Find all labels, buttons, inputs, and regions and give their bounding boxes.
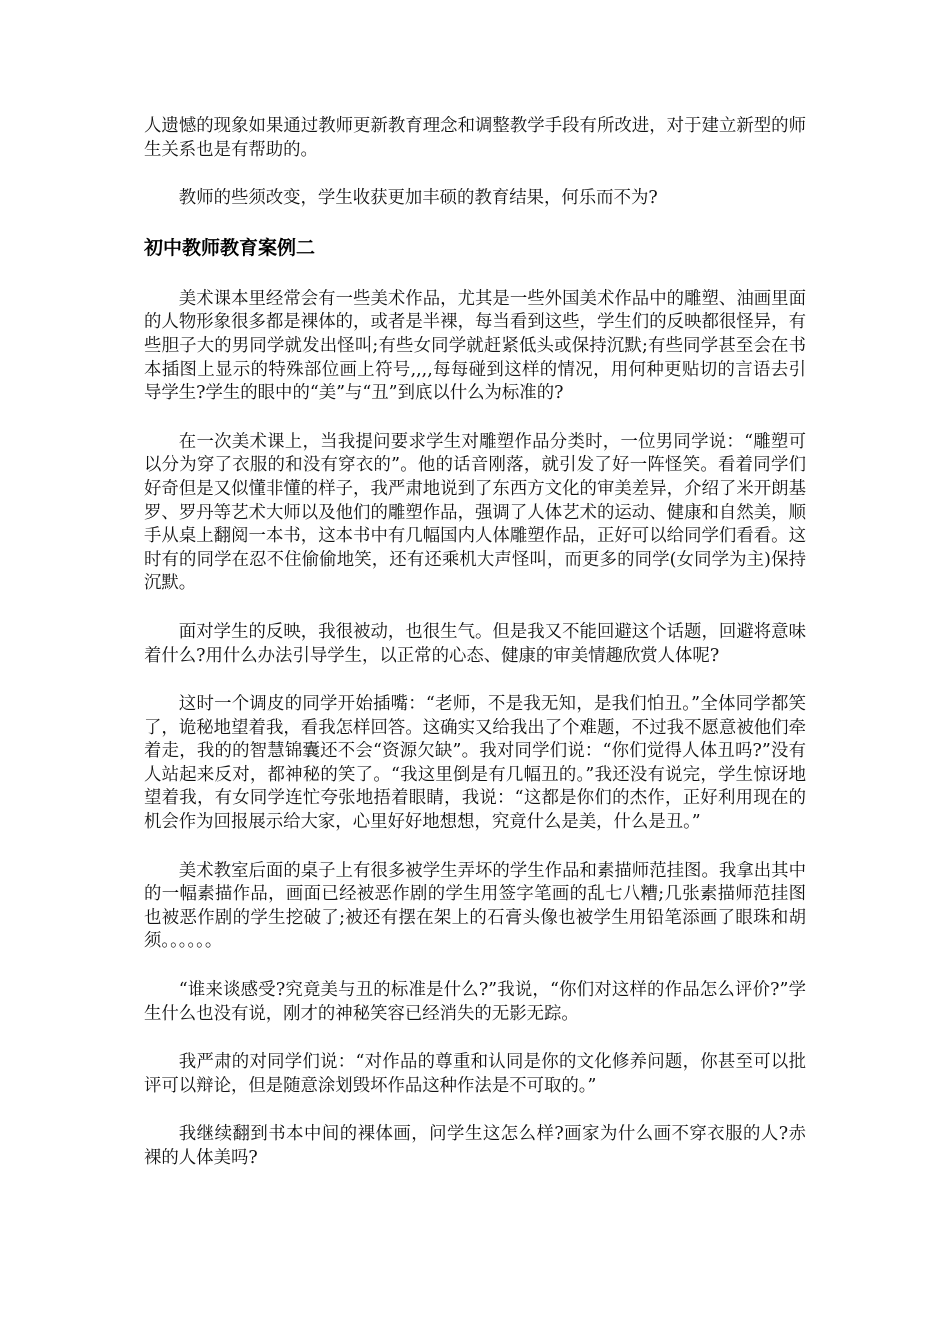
paragraph-3: 面对学生的反映，我很被动，也很生气。但是我又不能回避这个话题，回避将意味着什么?用什么办法引导学生，以正常的心态、健康的审美情趣欣赏人体呢? [144,621,806,666]
paragraph-2: 在一次美术课上，当我提问要求学生对雕塑作品分类时，一位男同学说：“雕塑可以分为穿了衣服的和没有穿衣的”。他的话音刚落，就引发了好一阵怪笑。看着同学们好奇但是又似懂非懂的样子，我严肃地说到了东西方文化的审美差异，介绍了米开朗基罗、罗丹等艺术大师以及他们的雕塑作品，强调了人体艺术的运动、健康和自然美，顺手从桌上翻阅一本书，这本书中有几幅国内人体雕塑作品，正好可以给同学们看看。这时有的同学在忍不住偷偷地笑，还有还乘机大声怪叫，而更多的同学(女同学为主)保持沉默。 [144,431,806,594]
paragraph-8: 我继续翻到书本中间的裸体画，问学生这怎么样?画家为什么画不穿衣服的人?赤裸的人体美吗? [144,1124,806,1168]
paragraph-4: 这时一个调皮的同学开始插嘴：“老师，不是我无知，是我们怕丑。”全体同学都笑了，诡秘地望着我，看我怎样回答。这确实又给我出了个难题，不过我不愿意被他们牵着走，我的的智慧锦囊还不会“资源欠缺”。我对同学们说：“你们觉得人体丑吗?”没有人站起来反对，都神秘的笑了。“我这里倒是有几幅丑的。”我还没有说完，学生惊讶地望着我，有女同学连忙夸张地捂着眼睛，我说：“这都是你们的杰作，正好利用现在的机会作为回报展示给大家，心里好好地想想，究竟什么是美，什么是丑。” [144,694,806,833]
paragraph-1: 美术课本里经常会有一些美术作品，尤其是一些外国美术作品中的雕塑、油画里面的人物形象很多都是裸体的，或者是半裸，每当看到这些，学生们的反映都很怪异，有些胆子大的男同学就发出怪叫;有些女同学就赶紧低头或保持沉默;有些同学甚至会在书本插图上显示的特殊部位画上符号,,,,每每碰到这样的情况，用何种更贴切的言语去引导学生?学生的眼中的“美”与“丑”到底以什么为标准的? [144,288,806,404]
paragraph-7: 我严肃的对同学们说：“对作品的尊重和认同是你的文化修养问题，你甚至可以批评可以辩论，但是随意涂划毁坏作品这种作法是不可取的。” [144,1052,806,1096]
paragraph-5: 美术教室后面的桌子上有很多被学生弄坏的学生作品和素描师范挂图。我拿出其中的一幅素描作品，画面已经被恶作剧的学生用签字笔画的乱七八糟;几张素描师范挂图也被恶作剧的学生挖破了;被还有摆在架上的石膏头像也被学生用铅笔添画了眼珠和胡须。。。。。。 [144,860,806,952]
paragraph-6: “谁来谈感受?究竟美与丑的标准是什么?”我说，“你们对这样的作品怎么评价?”学生什么也没有说，刚才的神秘笑容已经消失的无影无踪。 [144,980,806,1024]
paragraph-conclusion: 教师的些须改变，学生收获更加丰硕的教育结果，何乐而不为? [178,188,658,209]
section-heading: 初中教师教育案例二 [144,236,316,259]
document-body [144,115,806,1196]
paragraph-continued: 人遗憾的现象如果通过教师更新教育理念和调整教学手段有所改进，对于建立新型的师生关系也是有帮助的。 [144,116,806,160]
